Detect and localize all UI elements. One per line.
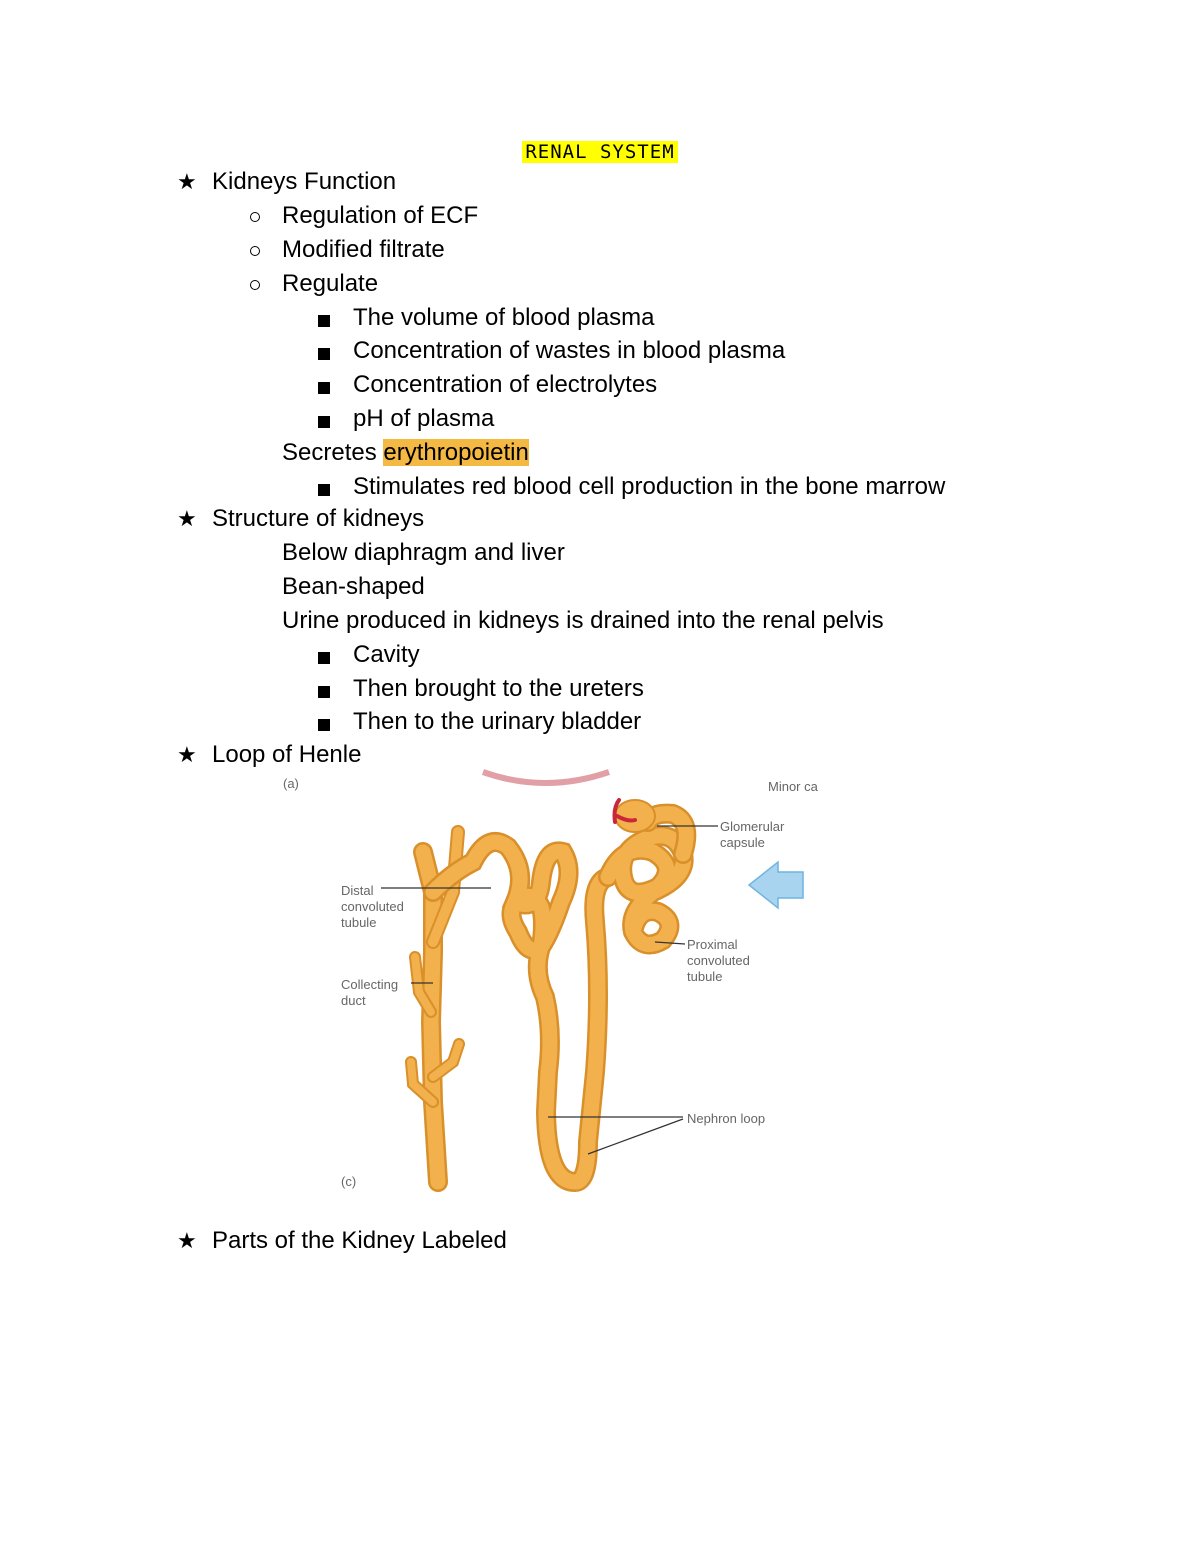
nephron-diagram [283,772,818,1197]
list-item: Modified filtrate [282,236,445,263]
list-item: Regulation of ECF [282,202,479,229]
circle-bullet-icon [250,212,260,222]
heading-parts-of-kidney: Parts of the Kidney Labeled [212,1227,507,1254]
heading-structure: Structure of kidneys [212,505,425,532]
renal-corpuscle-edge [483,772,609,783]
proximal-label-3: tubule [687,969,723,984]
circle-bullet-icon [250,280,260,290]
list-item: Regulate [282,270,379,297]
glomerular-label-1: Glomerular [720,819,785,834]
list-item: Concentration of electrolytes [353,371,658,398]
collecting-label-2: duct [341,993,366,1008]
nephron-loop-label: Nephron loop [687,1111,766,1126]
document-title: RENAL SYSTEM [0,139,1200,164]
panel-c-label: (c) [341,1174,357,1189]
list-item: Cavity [353,641,420,668]
heading-loop-of-henle: Loop of Henle [212,741,362,768]
distal-label-2: convoluted [341,899,404,914]
distal-label-3: tubule [341,915,377,930]
square-bullet-icon [318,382,330,394]
nephron-illustration [283,772,818,1197]
list-item: Then brought to the ureters [353,675,644,702]
list-item: The volume of blood plasma [353,304,655,331]
list-item: Concentration of wastes in blood plasma [353,337,786,364]
list-item: Urine produced in kidneys is drained into the renal pelvis [282,607,884,634]
list-item: Stimulates red blood cell production in the bone marrow [353,473,946,500]
panel-a-label: (a) [283,776,299,791]
collecting-label-1: Collecting [341,977,399,992]
proximal-label-1: Proximal [687,937,738,952]
square-bullet-icon [318,315,330,327]
circle-bullet-icon [250,246,260,256]
square-bullet-icon [318,416,330,428]
star-bullet-icon: ★ [177,1228,197,1253]
flow-arrow-icon [749,862,803,908]
list-item: Below diaphragm and liver [282,539,565,566]
list-item: pH of plasma [353,405,495,432]
heading-kidneys-function: Kidneys Function [212,168,397,195]
square-bullet-icon [318,686,330,698]
square-bullet-icon [318,652,330,664]
glomerular-label-2: capsule [720,835,765,850]
secretes-line [282,438,529,468]
square-bullet-icon [318,719,330,731]
star-bullet-icon: ★ [177,169,197,194]
star-bullet-icon: ★ [177,506,197,531]
proximal-label-2: convoluted [687,953,750,968]
proximal-tubule [608,814,686,945]
secretes-prefix: Secretes [282,439,384,466]
square-bullet-icon [318,348,330,360]
square-bullet-icon [318,484,330,496]
list-item: Bean-shaped [282,573,425,600]
highlighted-term: erythropoietin [383,439,529,466]
minor-calyx-label: Minor ca [768,779,818,794]
distal-label-1: Distal [341,883,374,898]
star-bullet-icon: ★ [177,742,197,767]
list-item: Then to the urinary bladder [353,708,642,735]
